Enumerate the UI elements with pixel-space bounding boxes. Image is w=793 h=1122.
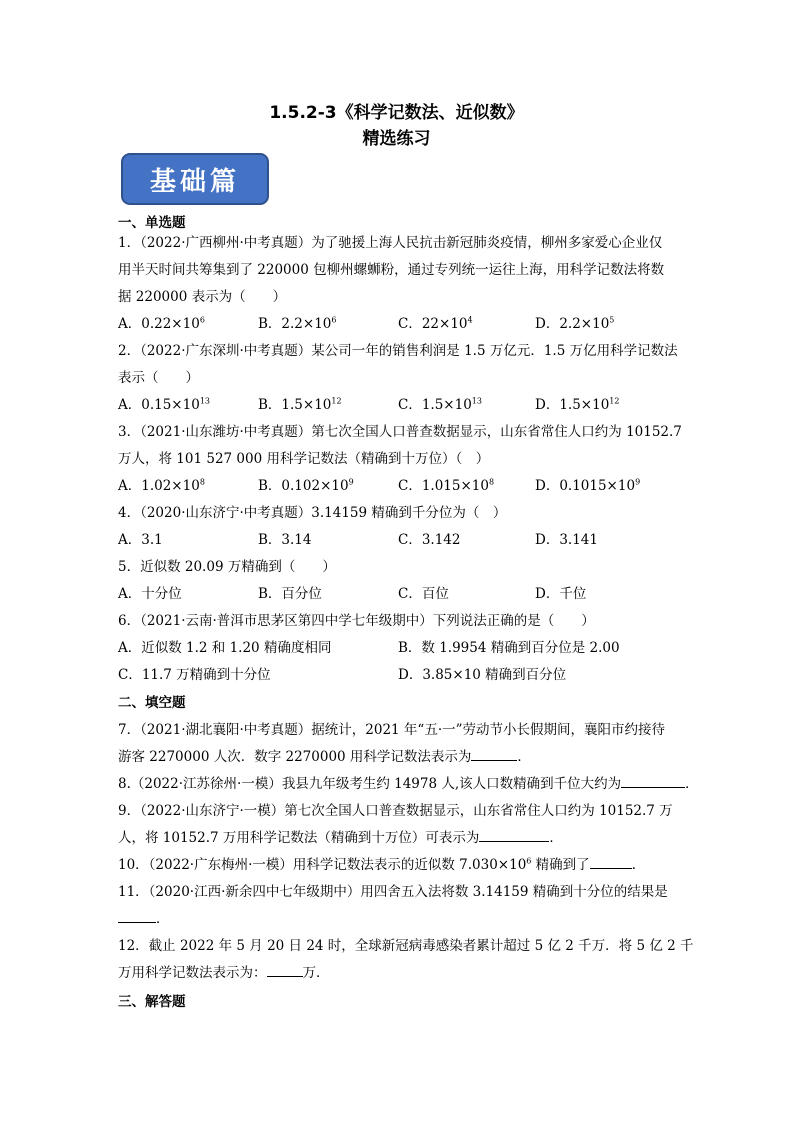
question-3-line-1: 3．（2021·山东潍坊·中考真题）第七次全国人口普查数据显示，山东省常住人口约为 10152.7	[118, 424, 682, 440]
question-3-line-2: 万人，将 101 527 000 用科学记数法（精确到十万位）（ ）	[118, 451, 490, 467]
question-1-option-d[interactable]: D．$2.2\times 10^5$	[535, 315, 615, 332]
question-2-option-d[interactable]: D．$1.5\times 10^{12}$	[535, 396, 620, 413]
question-2-line-2: 表示（ ）	[118, 370, 199, 386]
answer-blank[interactable]	[621, 775, 685, 788]
question-6-option-b[interactable]: B．数 1.9954 精确到百分位是 2.00	[398, 640, 620, 656]
question-4-option-d[interactable]: D．3.141	[535, 532, 598, 548]
question-1-option-c[interactable]: C．$22\times 10^4$	[398, 315, 473, 332]
section-heading-fill-blank: 二、填空题	[118, 695, 186, 711]
question-1-line-2: 用半天时间共筹集到了 220000 包柳州螺蛳粉，通过专列统一运往上海，用科学记数法将数	[118, 262, 665, 278]
page-subtitle: 精选练习	[362, 129, 431, 149]
question-2-option-b[interactable]: B．$1.5\times 10^{12}$	[258, 396, 342, 413]
question-3-option-b[interactable]: B．$0.102\times 10^9$	[258, 477, 354, 494]
question-1-option-b[interactable]: B．$2.2\times 10^6$	[258, 315, 337, 332]
question-1-line-3: 据 220000 表示为（ ）	[118, 289, 287, 305]
question-6-line-1: 6．（2021·云南·普洱市思茅区第四中学七年级期中）下列说法正确的是（ ）	[118, 613, 595, 629]
question-7-line-2: 游客 2270000 人次．数字 2270000 用科学记数法表示为 ．	[118, 749, 531, 765]
section-heading-single-choice: 一、单选题	[118, 215, 186, 231]
question-7-line-1: 7．（2021·湖北襄阳·中考真题）据统计，2021 年“五·一”劳动节小长假期间，襄阳市约接待	[118, 722, 666, 738]
question-3-option-c[interactable]: C．$1.015\times 10^8$	[398, 477, 495, 494]
question-6-option-d[interactable]: D．3.85×10 精确到百分位	[398, 667, 567, 683]
question-10-line-1: 10．（2022·广东梅州·一模）用科学记数法表示的近似数 $7.030\times 10^6$ 精确到了 ．	[118, 856, 646, 873]
answer-blank[interactable]	[479, 829, 549, 842]
question-1-line-1: 1．（2022·广西柳州·中考真题）为了驰援上海人民抗击新冠肺炎疫情，柳州多家爱心企业仅	[118, 235, 663, 251]
level-badge-label: 基础篇	[149, 166, 240, 197]
question-2-option-c[interactable]: C．$1.5\times 10^{13}$	[398, 396, 482, 413]
question-5-option-a[interactable]: A．十分位	[118, 586, 182, 602]
answer-blank[interactable]	[118, 910, 156, 923]
question-11-line-1: 11．（2020·江西·新余四中七年级期中）用四舍五入法将数 3.14159 精确到十分位的结果是	[118, 884, 668, 900]
question-5-option-d[interactable]: D．千位	[535, 586, 587, 602]
page-title: 1.5.2-3《科学记数法、近似数》	[269, 103, 524, 123]
question-12-line-2: 万用科学记数法表示为： 万．	[118, 965, 330, 981]
section-heading-solve: 三、解答题	[118, 994, 186, 1010]
question-4-option-b[interactable]: B．3.14	[258, 532, 312, 548]
question-6-option-c[interactable]: C．11.7 万精确到十分位	[118, 667, 271, 683]
answer-blank[interactable]	[267, 964, 303, 977]
question-5-option-c[interactable]: C．百位	[398, 586, 449, 602]
question-4-option-a[interactable]: A．3.1	[118, 532, 163, 548]
question-2-line-1: 2．（2022·广东深圳·中考真题）某公司一年的销售利润是 1.5 万亿元．1.5 万亿用科学记数法	[118, 343, 678, 359]
answer-blank[interactable]	[590, 856, 632, 869]
question-1-option-a[interactable]: A．$0.22\times 10^6$	[118, 315, 205, 332]
question-3-option-d[interactable]: D．$0.1015\times 10^9$	[535, 477, 641, 494]
question-9-line-1: 9．（2022·山东济宁·一模）第七次全国人口普查数据显示，山东省常住人口约为 10152.7 万	[118, 803, 673, 819]
question-5-line-1: 5．近似数 20.09 万精确到（ ）	[118, 559, 336, 575]
question-5-option-b[interactable]: B．百分位	[258, 586, 322, 602]
question-8-line-1: 8.（2022·江苏徐州·一模）我县九年级考生约 14978 人,该人口数精确到千位大约为 ．	[118, 776, 699, 792]
question-6-option-a[interactable]: A．近似数 1.2 和 1.20 精确度相同	[118, 640, 332, 656]
question-12-line-1: 12．截止 2022 年 5 月 20 日 24 时，全球新冠病毒感染者累计超过 5 亿 2 千万．将 5 亿 2 千	[118, 938, 694, 954]
question-11-line-2: ．	[118, 907, 170, 927]
question-3-option-a[interactable]: A．$1.02\times 10^8$	[118, 477, 205, 494]
question-4-line-1: 4．（2020·山东济宁·中考真题）3.14159 精确到千分位为（ ）	[118, 505, 507, 521]
level-badge	[121, 153, 269, 205]
answer-blank[interactable]	[471, 748, 517, 761]
question-9-line-2: 人，将 10152.7 万用科学记数法（精确到十万位）可表示为 ．	[118, 830, 563, 846]
question-2-option-a[interactable]: A．$0.15\times 10^{13}$	[118, 396, 210, 413]
question-4-option-c[interactable]: C．3.142	[398, 532, 461, 548]
